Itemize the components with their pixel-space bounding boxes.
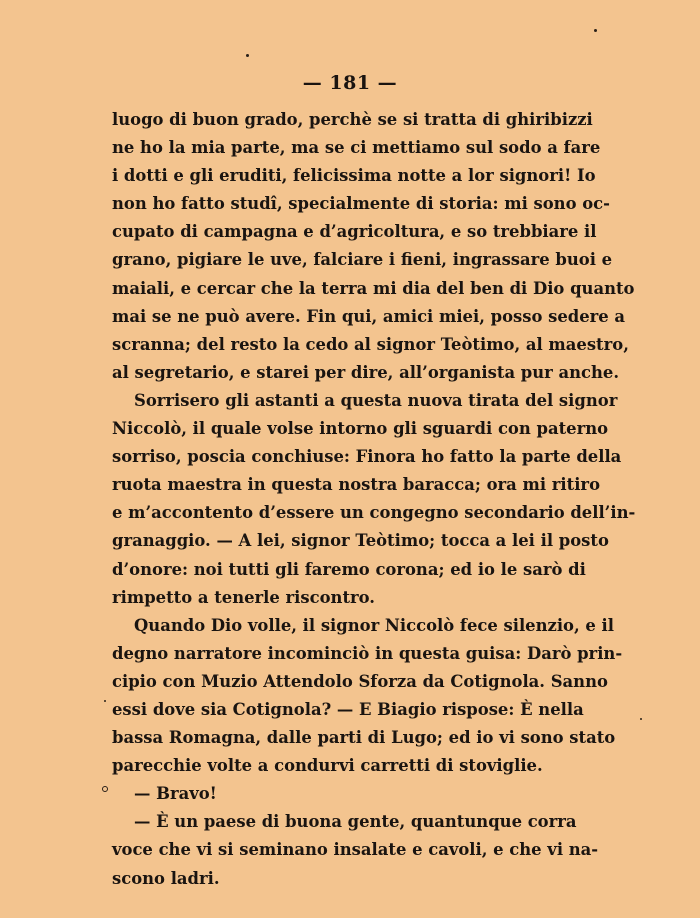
text-line: parecchie volte a condurvi carretti di stoviglie.: [112, 756, 543, 776]
paragraph-4: [112, 780, 574, 808]
text-line: grano, pigiare le uve, falciare i fieni, ingrassare buoi e: [112, 250, 613, 270]
text-line: essi dove sia Cotignola? — E Biagio rispose: È nella: [112, 699, 584, 719]
print-speck: [102, 786, 108, 792]
text-line: Quando Dio volle, il signor Niccolò fece silenzio, e il: [134, 615, 614, 635]
text-line: Niccolò, il quale volse intorno gli sguardi con paterno: [112, 419, 609, 439]
print-speck: [246, 54, 249, 57]
text-line: mai se ne può avere. Fin qui, amici miei, posso sedere a: [112, 306, 626, 326]
text-line: al segretario, e starei per dire, all’organista pur anche.: [112, 362, 620, 382]
text-line: e m’accontento d’essere un congegno secondario dell’in-: [112, 503, 636, 523]
paragraph-2: [112, 387, 636, 612]
text-line: — Bravo!: [134, 784, 217, 804]
text-line: non ho fatto studî, specialmente di storia: mi sono oc-: [112, 194, 610, 214]
text-line: cupato di campagna e d’agricoltura, e so trebbiare il: [112, 222, 597, 242]
text-line: — È un paese di buona gente, quantunque corra: [134, 812, 577, 832]
body-text: [112, 106, 636, 893]
text-line: maiali, e cercar che la terra mi dia del ben di Dio quanto: [112, 278, 635, 298]
text-line: luogo di buon grado, perchè se si tratta di ghiribizzi: [112, 110, 593, 129]
text-line: ruota maestra in questa nostra baracca; ora mi ritiro: [112, 475, 600, 495]
text-line: d’onore: noi tutti gli faremo corona; ed io le sarò di: [112, 559, 586, 579]
text-line: degno narratore incominciò in questa guisa: Darò prin-: [112, 643, 623, 663]
text-line: scono ladri.: [112, 868, 220, 888]
text-line: voce che vi si seminano insalate e cavoli, e che vi na-: [112, 840, 599, 860]
text-line: rimpetto a tenerle riscontro.: [112, 587, 376, 607]
paragraph-5: [112, 808, 599, 892]
text-line: Sorrisero gli astanti a questa nuova tirata del signor: [134, 390, 618, 410]
text-line: granaggio. — A lei, signor Teòtimo; tocca a lei il posto: [112, 531, 609, 551]
text-line: bassa Romagna, dalle parti di Lugo; ed io vi sono stato: [112, 728, 616, 748]
text-line: ne ho la mia parte, ma se ci mettiamo sul sodo a fare: [112, 138, 601, 158]
text-line: sorriso, poscia conchiuse: Finora ho fatto la parte della: [112, 447, 622, 467]
text-line: cipio con Muzio Attendolo Sforza da Cotignola. Sanno: [112, 671, 608, 691]
text-line: scranna; del resto la cedo al signor Teòtimo, al maestro,: [112, 334, 629, 354]
paragraph-1: [112, 106, 635, 387]
print-speck: [594, 29, 597, 32]
page-number: — 181 —: [302, 72, 398, 94]
text-line: i dotti e gli eruditi, felicissima notte a lor signori! Io: [112, 166, 596, 186]
paragraph-3: [112, 612, 623, 781]
print-speck: [104, 700, 106, 702]
print-speck: [640, 718, 642, 720]
